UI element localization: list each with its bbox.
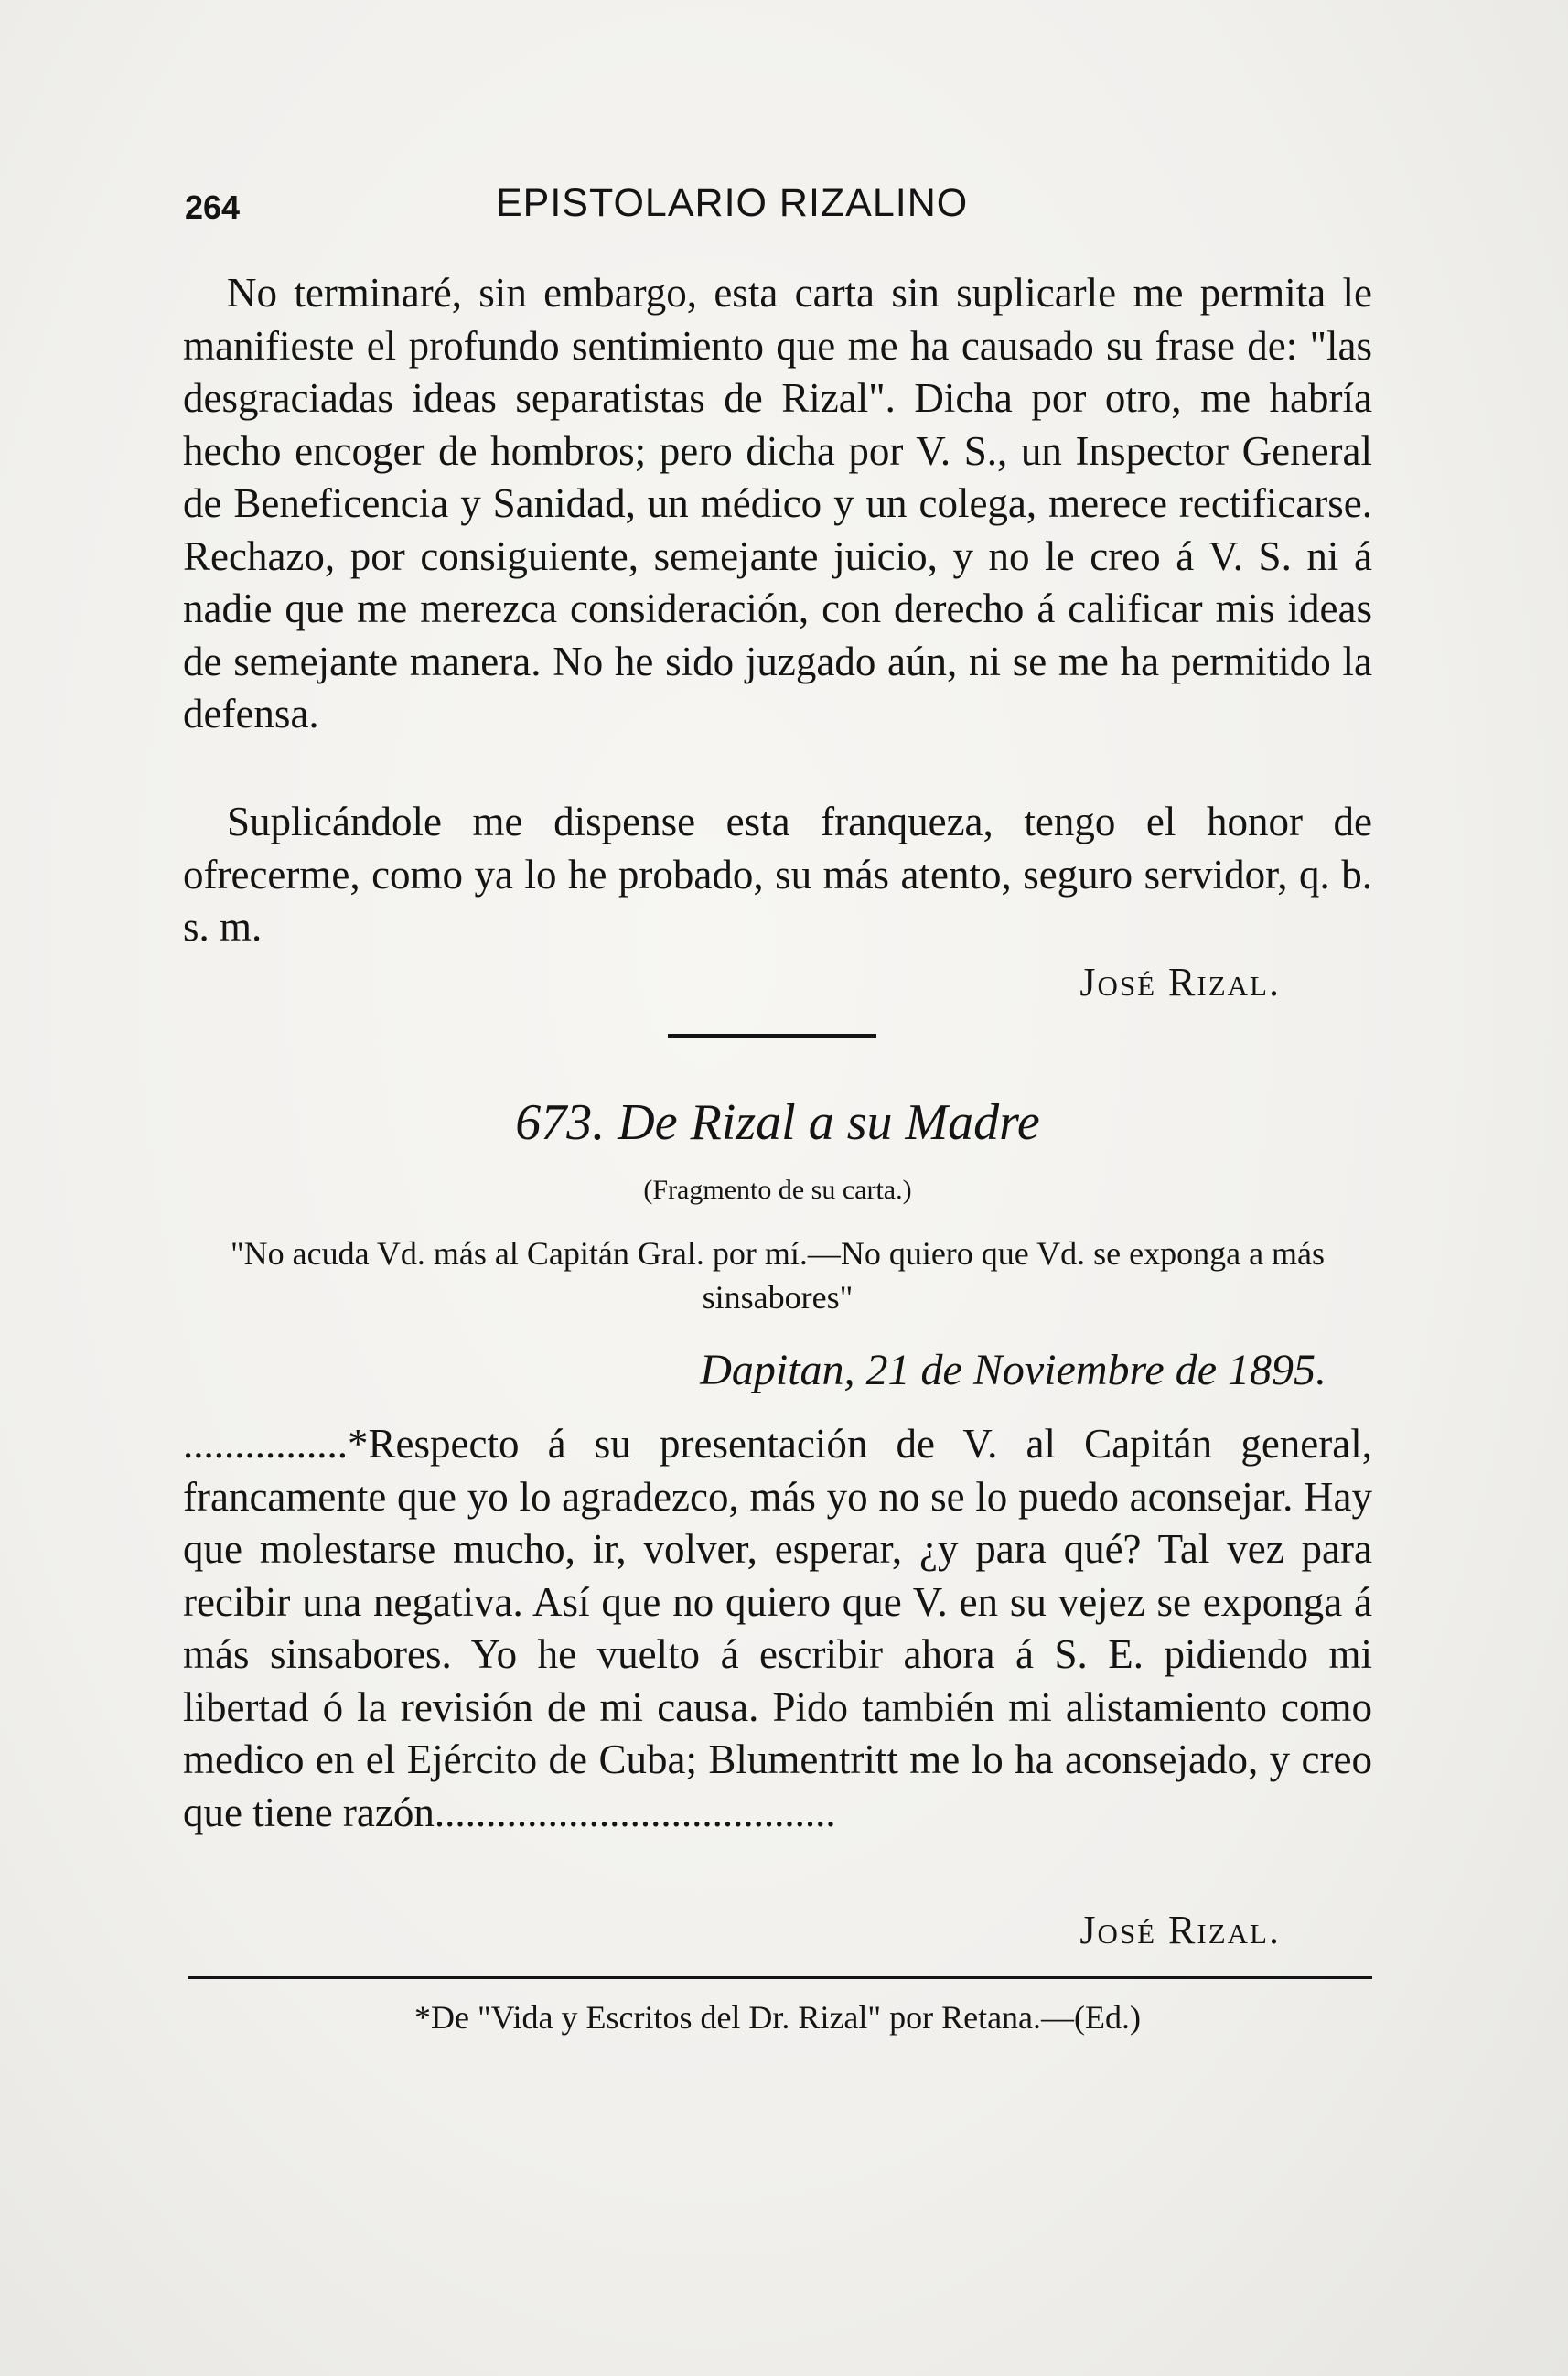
paragraph-2: Suplicándole me dispense esta franqueza, tengo el honor de ofrecerme, como ya lo he probado, su más atento, seguro servidor, q. b. s. m. — [183, 799, 1372, 950]
letter-body: ................*Respecto á su presentación de V. al Capitán general, francamente que yo lo agradezco, más yo no se lo puedo aconsejar. Hay que molestarse mucho, ir, volver, esperar, ¿y para qué? Tal vez para recibir una negativa. Así que no quiero que V. en su vejez se exponga á más sinsabores. Yo he vuelto á escribir ahora á S. E. pidiendo mi libertad ó la revisión de mi causa. Pido también mi alistamiento como medico en el Ejército de Cuba; Blumentritt me lo ha aconsejado, y creo que tiene razón....................................... — [183, 1421, 1372, 1835]
page-header — [185, 181, 1374, 236]
page-number: 264 — [185, 188, 241, 226]
section-divider — [668, 1034, 876, 1038]
signature-second-letter: José Rizal. — [1079, 1908, 1281, 1952]
running-head: EPISTOLARIO RIZALINO — [496, 181, 969, 225]
letter-body-block — [183, 1418, 1372, 1839]
letter-dateline: Dapitan, 21 de Noviembre de 1895. — [700, 1346, 1326, 1394]
letter-summary-quote: "No acuda Vd. más al Capitán Gral. por mí.—No quiero que Vd. se exponga a más sinsabores" — [230, 1235, 1326, 1316]
footnote: *De "Vida y Escritos del Dr. Rizal" por Retana.—(Ed.) — [413, 1999, 1142, 2036]
paragraph-1: No terminaré, sin embargo, esta carta sin suplicarle me permita le manifieste el profundo sentimiento que me ha causado su frase de: "las desgraciadas ideas separatistas de Rizal". Dicha por otro, me habría hecho encoger de hombros; pero dicha por V. S., un Inspector General de Beneficencia y Sanidad, un médico y un colega, merece rectificarse. Rechazo, por consiguiente, semejante juicio, y no le creo á V. S. ni á nadie que me merezca consideración, con derecho á calificar mis ideas de semejante manera. No he sido juzgado aún, ni se me ha permitido la defensa. — [183, 270, 1372, 736]
letter-title: 673. De Rizal a su Madre — [515, 1094, 1040, 1151]
closing-paragraph-block — [183, 267, 1372, 741]
signature-first-letter: José Rizal. — [1079, 960, 1281, 1005]
footnote-divider — [188, 1976, 1372, 1979]
farewell-paragraph-block — [183, 796, 1372, 954]
letter-subtitle: (Fragmento de su carta.) — [643, 1175, 912, 1205]
